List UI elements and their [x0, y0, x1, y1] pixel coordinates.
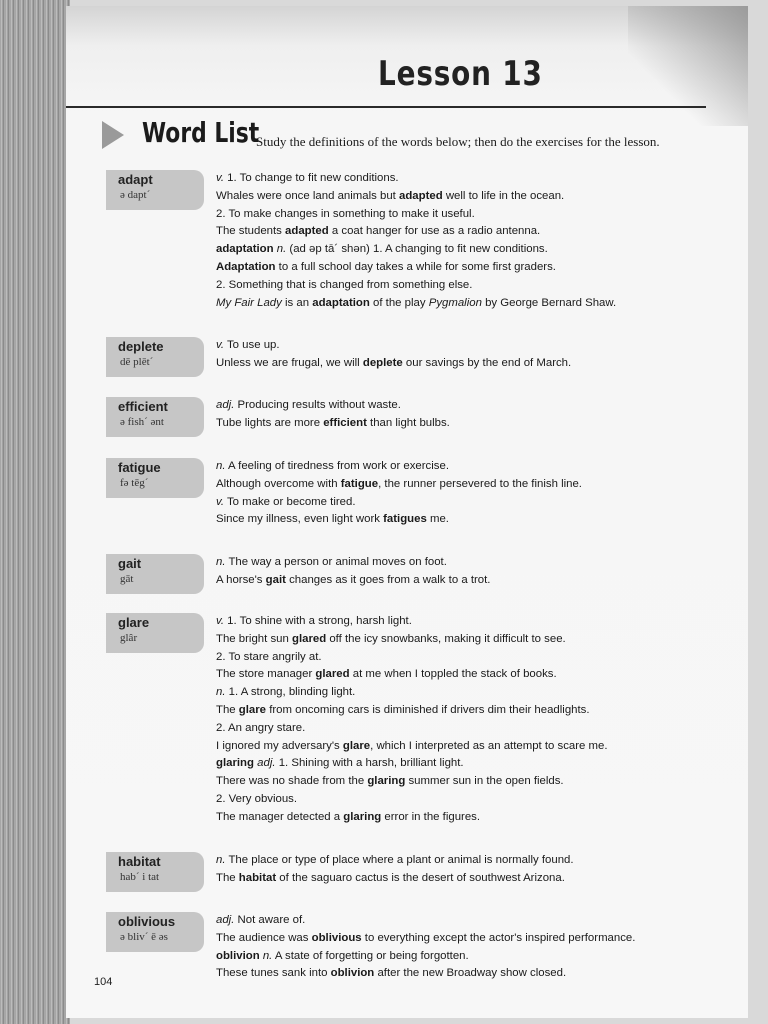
headword-tab: [106, 613, 204, 653]
definitions: [216, 912, 756, 983]
text-segment: A feeling of tiredness from work or exercise.: [225, 460, 449, 472]
pronunciation: ə fish´ ənt: [120, 416, 164, 428]
vocab-word: adapted: [398, 189, 443, 202]
italic-text: n.: [262, 949, 273, 962]
italic-text: n.: [276, 243, 287, 256]
definition-line: [216, 649, 756, 667]
vocab-word: oblivion: [330, 967, 375, 980]
text-segment: of the saguaro cactus is the desert of southwest Arizona.: [276, 871, 565, 884]
text-segment: 2. To stare angrily at.: [216, 650, 322, 663]
text-segment: 2. An angry stare.: [216, 721, 306, 734]
italic-text: n.: [216, 854, 226, 866]
text-segment: at me when I toppled the stack of books.: [349, 668, 557, 681]
vocab-word: glaring: [367, 775, 406, 788]
vocab-word: glared: [315, 668, 350, 681]
definitions: [216, 852, 756, 888]
headword-tab: [106, 458, 204, 498]
italic-text: adj.: [216, 914, 235, 926]
page-number: 104: [94, 976, 113, 988]
italic-text: v.: [216, 495, 225, 508]
definition-line: [216, 755, 756, 773]
text-segment: summer sun in the open fields.: [405, 775, 564, 788]
text-segment: Producing results without waste.: [234, 399, 401, 411]
text-segment: Although overcome with: [216, 477, 341, 490]
definition-line: [216, 738, 756, 756]
definition-line: [216, 494, 756, 512]
headword-tab: [106, 337, 204, 377]
vocab-word: glaring: [216, 757, 254, 770]
definition-line: [216, 809, 756, 827]
vocab-word: deplete: [362, 356, 403, 369]
definition-line: [216, 415, 756, 433]
italic-text: v.: [216, 339, 225, 351]
text-segment: 2. Something that is changed from something else.: [216, 278, 473, 291]
headword-tab: [106, 554, 204, 594]
page-corner-shadow: [628, 6, 748, 126]
definition-line: [216, 870, 756, 888]
definition-line: [216, 206, 756, 224]
definitions: [216, 458, 756, 529]
pronunciation: gāt: [120, 573, 134, 585]
headword-tab: [106, 397, 204, 437]
definitions: [216, 397, 756, 433]
headword: glare: [118, 615, 150, 630]
vocab-word: glared: [291, 632, 327, 645]
text-segment: , the runner persevered to the finish line.: [378, 477, 582, 490]
definition-line: [216, 170, 756, 188]
definition-line: [216, 572, 756, 590]
definition-line: [216, 791, 756, 809]
headword-tab: [106, 912, 204, 952]
definition-line: [216, 511, 756, 529]
text-segment: 1. To change to fit new conditions.: [224, 172, 399, 184]
italic-text: v.: [216, 172, 225, 184]
pronunciation: fə tēg´: [120, 477, 149, 489]
text-segment: changes as it goes from a walk to a trot.: [285, 573, 491, 586]
definition-line: [216, 666, 756, 684]
text-segment: well to life in the ocean.: [442, 189, 565, 202]
italic-text: Pygmalion: [428, 296, 482, 309]
definition-line: [216, 259, 756, 277]
text-segment: The manager detected a: [216, 810, 344, 823]
book-page: [66, 6, 748, 1018]
definition-line: [216, 476, 756, 494]
pronunciation: dē plēt´: [120, 356, 154, 368]
italic-text: n.: [216, 556, 226, 568]
headword: fatigue: [118, 460, 161, 475]
definition-line: [216, 912, 756, 930]
text-segment: The: [216, 703, 239, 716]
text-segment: These tunes sank into: [216, 967, 331, 980]
definition-line: [216, 277, 756, 295]
text-segment: The bright sun: [216, 632, 292, 645]
definition-line: [216, 554, 756, 572]
definition-line: [216, 930, 756, 948]
book-page-edges: [0, 0, 70, 1024]
lesson-title: Lesson 13: [378, 54, 543, 94]
definition-line: [216, 397, 756, 415]
vocab-word: efficient: [323, 416, 367, 429]
vocab-word: adapted: [285, 225, 329, 238]
vocab-word: oblivious: [311, 931, 362, 944]
text-segment: The: [216, 871, 239, 884]
definition-line: [216, 702, 756, 720]
definition-line: [216, 720, 756, 738]
text-segment: (ad əp tā´ shən) 1. A changing to fit new conditions.: [286, 243, 548, 256]
text-segment: of the play: [369, 296, 429, 309]
headword: gait: [118, 556, 142, 571]
definition-line: [216, 613, 756, 631]
text-segment: after the new Broadway show closed.: [374, 967, 567, 980]
definition-line: [216, 948, 756, 966]
vocab-word: fatigue: [340, 477, 379, 490]
text-segment: me.: [426, 513, 449, 526]
pronunciation: hab´ i tat: [120, 871, 160, 883]
vocab-word: glaring: [343, 810, 382, 823]
definitions: [216, 337, 756, 373]
text-segment: a coat hanger for use as a radio antenna.: [328, 225, 541, 238]
pronunciation: ə bliv´ ē əs: [120, 931, 168, 943]
vocab-word: Adaptation: [216, 260, 276, 273]
vocab-word: oblivion: [216, 949, 260, 962]
definition-line: [216, 965, 756, 983]
text-segment: 1. A strong, blinding light.: [225, 686, 356, 699]
headword: adapt: [118, 172, 153, 187]
text-segment: 2. Very obvious.: [216, 792, 298, 805]
text-segment: 1. Shining with a harsh, brilliant light.: [275, 757, 464, 770]
italic-text: n.: [216, 686, 226, 699]
italic-text: v.: [216, 615, 225, 627]
definition-line: [216, 852, 756, 870]
vocab-word: glare: [238, 703, 267, 716]
text-segment: The audience was: [216, 931, 312, 944]
section-arrow-icon: [102, 121, 124, 149]
text-segment: error in the figures.: [381, 810, 481, 823]
definition-line: [216, 458, 756, 476]
definition-line: [216, 337, 756, 355]
italic-text: My Fair Lady: [216, 296, 282, 309]
definition-line: [216, 188, 756, 206]
definitions: [216, 613, 756, 827]
definition-line: [216, 295, 756, 313]
title-rule: [66, 106, 706, 108]
vocab-word: fatigues: [383, 513, 427, 526]
definition-line: [216, 223, 756, 241]
text-segment: 1. To shine with a strong, harsh light.: [224, 615, 412, 627]
text-segment: I ignored my adversary's: [216, 739, 343, 752]
definition-line: [216, 684, 756, 702]
italic-text: n.: [216, 460, 226, 472]
text-segment: Tube lights are more: [216, 416, 324, 429]
vocab-word: gait: [265, 573, 286, 586]
definition-line: [216, 773, 756, 791]
text-segment: than light bulbs.: [366, 416, 450, 429]
text-segment: The place or type of place where a plant or animal is normally found.: [225, 854, 574, 866]
vocab-word: adaptation: [216, 243, 274, 256]
pronunciation: ə dapt´: [120, 189, 151, 201]
headword: efficient: [118, 399, 168, 414]
text-segment: to everything except the actor's inspired performance.: [361, 931, 636, 944]
vocab-word: adaptation: [312, 296, 370, 309]
headword-tab: [106, 852, 204, 892]
pronunciation: glâr: [120, 632, 138, 644]
italic-text: adj.: [257, 757, 276, 770]
definition-line: [216, 631, 756, 649]
word-list-intro: Study the definitions of the words below; then do the exercises for the lesson.: [256, 134, 660, 149]
vocab-word: glare: [342, 739, 371, 752]
headword: oblivious: [118, 914, 176, 929]
text-segment: The store manager: [216, 668, 316, 681]
text-segment: A state of forgetting or being forgotten.: [272, 949, 469, 962]
text-segment: A horse's: [216, 573, 266, 586]
definition-line: [216, 241, 756, 259]
text-segment: , which I interpreted as an attempt to scare me.: [370, 739, 608, 752]
text-segment: off the icy snowbanks, making it difficult to see.: [326, 632, 566, 645]
headword: habitat: [118, 854, 161, 869]
text-segment: Since my illness, even light work: [216, 513, 384, 526]
text-segment: Unless we are frugal, we will: [216, 356, 363, 369]
vocab-word: habitat: [238, 871, 277, 884]
headword-tab: [106, 170, 204, 210]
headword: deplete: [118, 339, 164, 354]
text-segment: The way a person or animal moves on foot.: [225, 556, 447, 568]
text-segment: The students: [216, 225, 286, 238]
text-segment: from oncoming cars is diminished if drivers dim their headlights.: [266, 703, 590, 716]
text-segment: our savings by the end of March.: [402, 356, 572, 369]
definition-line: [216, 355, 756, 373]
text-segment: Not aware of.: [234, 914, 306, 926]
text-segment: is an: [281, 296, 313, 309]
word-list-title: Word List: [142, 116, 260, 149]
text-segment: 2. To make changes in something to make it useful.: [216, 207, 475, 220]
text-segment: There was no shade from the: [216, 775, 368, 788]
text-segment: To make or become tired.: [224, 495, 356, 508]
italic-text: adj.: [216, 399, 235, 411]
text-segment: To use up.: [224, 339, 280, 351]
definitions: [216, 170, 756, 312]
text-segment: Whales were once land animals but: [216, 189, 399, 202]
text-segment: to a full school day takes a while for some first graders.: [275, 260, 556, 273]
definitions: [216, 554, 756, 590]
text-segment: by George Bernard Shaw.: [481, 296, 617, 309]
